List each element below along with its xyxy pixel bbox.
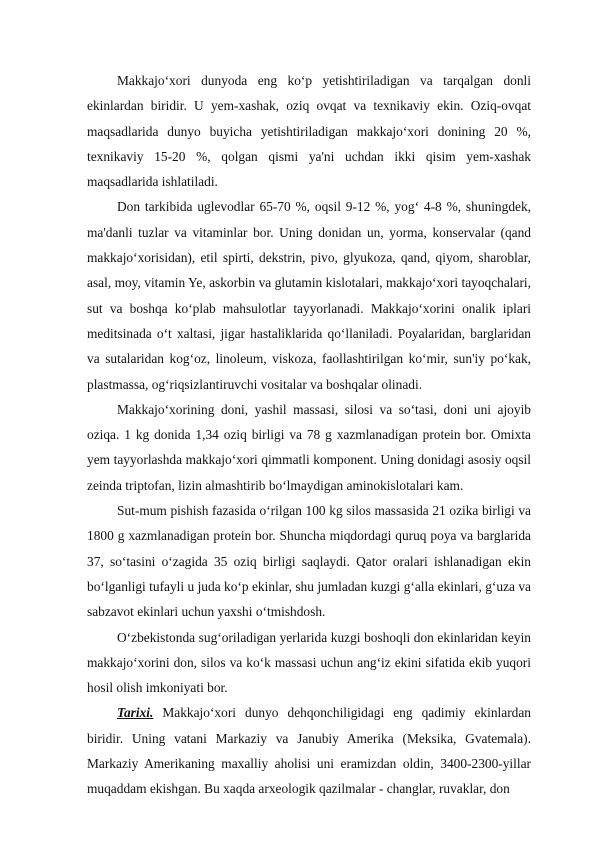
paragraph-composition: Don tarkibida uglevodlar 65-70 %, oqsil 9-12 %, yog‘ 4-8 %, shuningdek, ma'danli tuzlar va vitaminlar bor. Uning donidan un, yorma, konservalar (qand makkajo‘xorisidan), etil spirti, dekstrin, pivo, glyukoza, qand, qiyom, sharoblar, asal, moy, vitamin Ye, askorbin va glutamin kislotalari, makkajo‘xori tayoqchalari, sut va boshqa ko‘plab mahsulotlar tayyorlanadi. Makkajo‘xorini onalik iplari meditsinada o‘t xaltasi, jigar hastaliklarida qo‘llaniladi. Poyalaridan, barglaridan va sutalaridan kog‘oz, linoleum, viskoza, faollashtirilgan ko‘mir, sun'iy po‘kak, plastmassa, og‘riqsizlantiruvchi vositalar va boshqalar olinadi. <box>87 199 531 392</box>
paragraph-uzbekistan: O‘zbekistonda sug‘oriladigan yerlarida kuzgi boshoqli don ekinlaridan keyin makkajo‘xorini don, silos va ko‘k massasi uchun ang‘iz ekini sifatida ekib yuqori hosil olish imkoniyati bor. <box>87 629 531 696</box>
paragraph-feed-value: Makkajo‘xorining doni, yashil massasi, silosi va so‘tasi, doni uni ajoyib oziqa. 1 kg donida 1,34 oziq birligi va 78 g xazmlanadigan protein bor. Omixta yem tayyorlashda makkajo‘xori qimmatli komponent. Uning donidagi asosiy oqsil zeinda triptofan, lizin almashtirib bo‘lmaydigan aminokislotalari kam. <box>87 401 531 493</box>
history-heading: Tarixi. <box>117 705 154 721</box>
history-text: Makkajo‘xori dunyo dehqonchiligidagi eng qadimiy ekinlardan biridir. Uning vatani Markaziy va Janubiy Amerika (Meksika, Gvatemala). Markaziy Amerikaning maxalliy aholisi uni eramizdan oldin, 3400-2300-yillar muqaddam ekishgan. Bu xaqda arxeologik qazilmalar - changlar, ruvaklar, don <box>87 705 531 797</box>
paragraph-history <box>87 700 531 801</box>
paragraph-intro: Makkajo‘xori dunyoda eng ko‘p yetishtiriladigan va tarqalgan donli ekinlardan biridir. U yem-xashak, oziq ovqat va texnikaviy ekin. Oziq-ovqat maqsadlarida dunyo buyicha yetishtiriladigan makkajo‘xori donining 20 %, texnikaviy 15-20 %, qolgan qismi ya'ni uchdan ikki qisim yem-xashak maqsadlarida ishlatiladi. <box>87 73 531 190</box>
paragraph-silage: Sut-mum pishish fazasida o‘rilgan 100 kg silos massasida 21 ozika birligi va 1800 g xazmlanadigan protein bor. Shuncha miqdordagi quruq poya va barglarida 37, so‘tasini o‘zagida 35 oziq birligi saqlaydi. Qator oralari ishlanadigan ekin bo‘lganligi tufayli u juda ko‘p ekinlar, shu jumladan kuzgi g‘alla ekinlari, g‘uza va sabzavot ekinlari uchun yaxshi o‘tmishdosh. <box>87 503 531 620</box>
document-body <box>87 68 531 802</box>
